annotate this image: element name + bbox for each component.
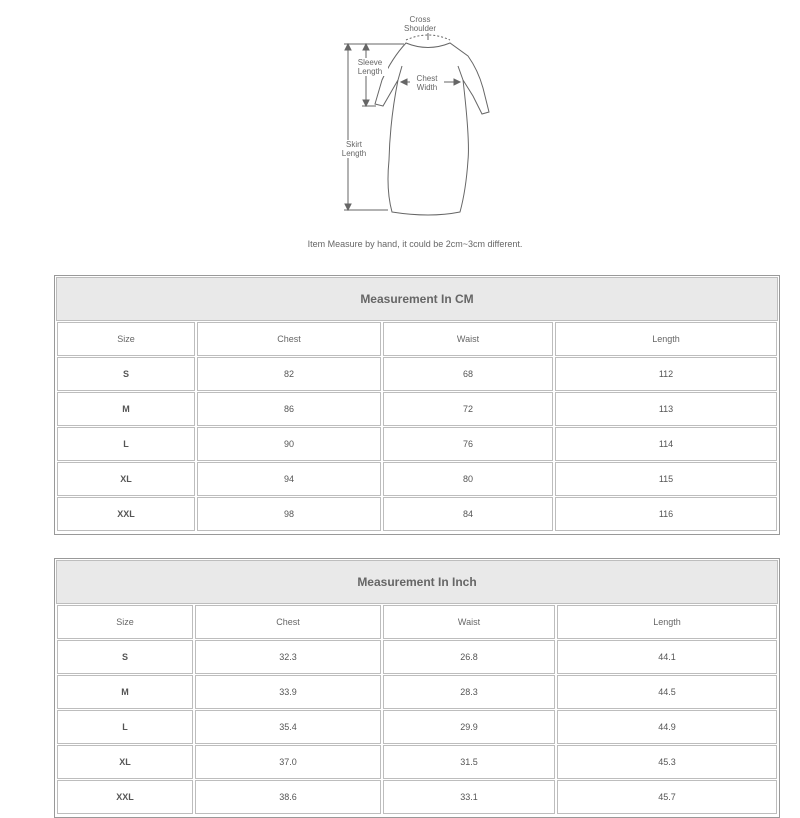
table-title: Measurement In Inch (56, 560, 778, 604)
sleeve-length-label (352, 58, 388, 76)
chest-width-label-line-1: Chest (416, 74, 438, 83)
cross-shoulder-label-line-1: Cross (409, 15, 431, 24)
header-chest: Chest (197, 322, 381, 356)
table-row-xxl-size: XXL (57, 497, 195, 531)
table-row-l-size: L (57, 427, 195, 461)
table-row-m-size: M (57, 392, 195, 426)
header-size: Size (57, 322, 195, 356)
skirt-length-label (336, 140, 372, 158)
table-title: Measurement In CM (56, 277, 778, 321)
table-row-xxl-chest: 98 (197, 497, 381, 531)
table-row-l-waist: 29.9 (383, 710, 555, 744)
header-length: Length (555, 322, 777, 356)
table-row-xxl-length: 116 (555, 497, 777, 531)
table-row-s-chest: 32.3 (195, 640, 381, 674)
table-row-l-length: 44.9 (557, 710, 777, 744)
table-row-m-length: 44.5 (557, 675, 777, 709)
table-row-s-chest: 82 (197, 357, 381, 391)
table-row-s-length: 112 (555, 357, 777, 391)
table-row-xxl-waist: 33.1 (383, 780, 555, 814)
table-row-l-chest: 90 (197, 427, 381, 461)
sleeve-length-label-line-2: Length (357, 67, 383, 76)
table-row-m-waist: 72 (383, 392, 553, 426)
table-row-xl-size: XL (57, 462, 195, 496)
table-row-m-length: 113 (555, 392, 777, 426)
table-row-xl-waist: 31.5 (383, 745, 555, 779)
table-row-xl-waist: 80 (383, 462, 553, 496)
table-row-xl-length: 115 (555, 462, 777, 496)
header-size: Size (57, 605, 193, 639)
header-waist: Waist (383, 605, 555, 639)
table-row-m-size: M (57, 675, 193, 709)
table-row-xl-size: XL (57, 745, 193, 779)
skirt-length-label-line-1: Skirt (346, 140, 362, 149)
chest-width-label (410, 74, 444, 92)
table-row-s-waist: 68 (383, 357, 553, 391)
table-row-xl-length: 45.3 (557, 745, 777, 779)
cross-shoulder-label (401, 15, 439, 33)
table-row-m-chest: 33.9 (195, 675, 381, 709)
table-row-s-length: 44.1 (557, 640, 777, 674)
dress-outline-icon (0, 0, 800, 235)
table-row-xxl-chest: 38.6 (195, 780, 381, 814)
measurement-note: Item Measure by hand, it could be 2cm~3cm different. (307, 239, 523, 249)
table-row-s-size: S (57, 357, 195, 391)
measurement-table-inch (54, 558, 780, 818)
chest-width-label-line-2: Width (416, 83, 438, 92)
header-length: Length (557, 605, 777, 639)
table-row-m-waist: 28.3 (383, 675, 555, 709)
table-row-l-waist: 76 (383, 427, 553, 461)
table-row-s-size: S (57, 640, 193, 674)
table-row-l-length: 114 (555, 427, 777, 461)
dress-measurement-diagram (0, 0, 800, 235)
table-row-xxl-size: XXL (57, 780, 193, 814)
table-row-xxl-waist: 84 (383, 497, 553, 531)
table-row-s-waist: 26.8 (383, 640, 555, 674)
sleeve-length-label-line-1: Sleeve (357, 58, 383, 67)
cross-shoulder-label-line-2: Shoulder (403, 24, 437, 33)
table-row-l-chest: 35.4 (195, 710, 381, 744)
table-row-l-size: L (57, 710, 193, 744)
header-waist: Waist (383, 322, 553, 356)
table-row-xxl-length: 45.7 (557, 780, 777, 814)
header-chest: Chest (195, 605, 381, 639)
measurement-table-cm (54, 275, 780, 535)
table-row-xl-chest: 37.0 (195, 745, 381, 779)
table-row-xl-chest: 94 (197, 462, 381, 496)
table-row-m-chest: 86 (197, 392, 381, 426)
skirt-length-label-line-2: Length (341, 149, 367, 158)
